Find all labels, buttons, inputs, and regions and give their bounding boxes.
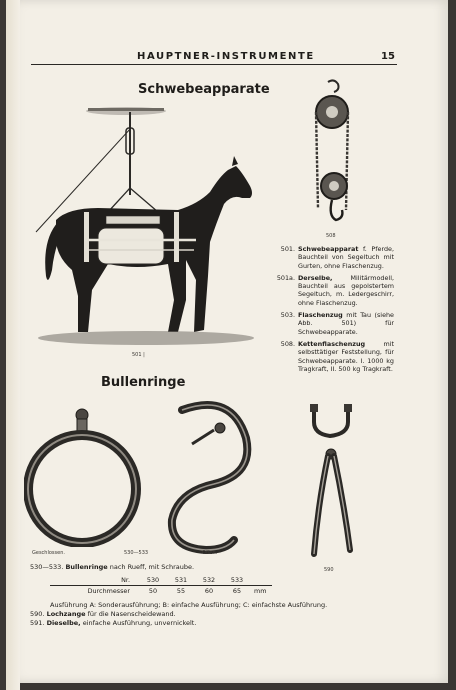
page-spine-shadow (6, 0, 20, 690)
page-header-title: HAUPTNER-INSTRUMENTE (137, 51, 315, 62)
page-number: 15 (381, 51, 395, 62)
nose-punch-tongs-illustration (300, 404, 364, 564)
caption-tongs: 590 (324, 567, 334, 573)
caption-geschlossen: Geschlossen. (32, 550, 65, 556)
ausfuehrung-line: Ausführung A: Sonderausführung; B: einfache Ausführung; C: einfachste Ausführung. (50, 601, 328, 609)
table-row: Durchmesser 50 55 60 65 mm (87, 587, 267, 595)
section-title-bullenringe: Bullenringe (101, 375, 186, 390)
bottom-text-block (30, 563, 400, 572)
desc-item: 508. Kettenflaschenzug mit selbsttätiger Feststellung, für Schwebeapparate. I. 1000 kg Tragkraft, II. 500 kg Tragkraft. (280, 339, 394, 373)
table-row: Nr. 530 531 532 533 (50, 575, 272, 586)
caption-horse: 501 | (132, 352, 145, 358)
header-rule (31, 64, 397, 65)
caption-offen: Offen. (202, 550, 218, 556)
line-591: 591. Dieselbe, einfache Ausführung, unvernickelt. (30, 619, 197, 627)
section-title-schwebeapparate: Schwebeapparate (138, 82, 270, 97)
line-530: 530—533. Bullenringe nach Rueff, mit Schraube. (30, 563, 195, 571)
product-descriptions (274, 245, 394, 377)
ring-size-table (50, 575, 290, 596)
desc-item: 501. Schwebeapparat f. Pferde, Bauchteil von Segeltuch mit Gurten, ohne Flaschenzug. (280, 245, 394, 270)
caption-ring-range: 530—533 (124, 550, 149, 556)
desc-item: 501a. Derselbe, Militärmodell, Bauchteil aus gepolstertem Segeltuch, m. Ledergeschirr, ohne Flaschenzug. (276, 273, 394, 307)
catalog-page (6, 0, 448, 683)
bottom-notes (30, 601, 400, 628)
chain-pulley-illustration (304, 78, 360, 228)
bull-ring-closed-illustration (24, 405, 142, 547)
desc-item: 503. Flaschenzug mit Tau (siehe Abb. 501) für Schwebeapparate. (280, 311, 394, 336)
horse-sling-illustration (28, 100, 268, 350)
caption-pulley: 508 (326, 233, 336, 239)
line-590: 590. Lochzange für die Nasenscheidewand. (30, 610, 176, 618)
bull-ring-open-illustration (162, 398, 254, 554)
